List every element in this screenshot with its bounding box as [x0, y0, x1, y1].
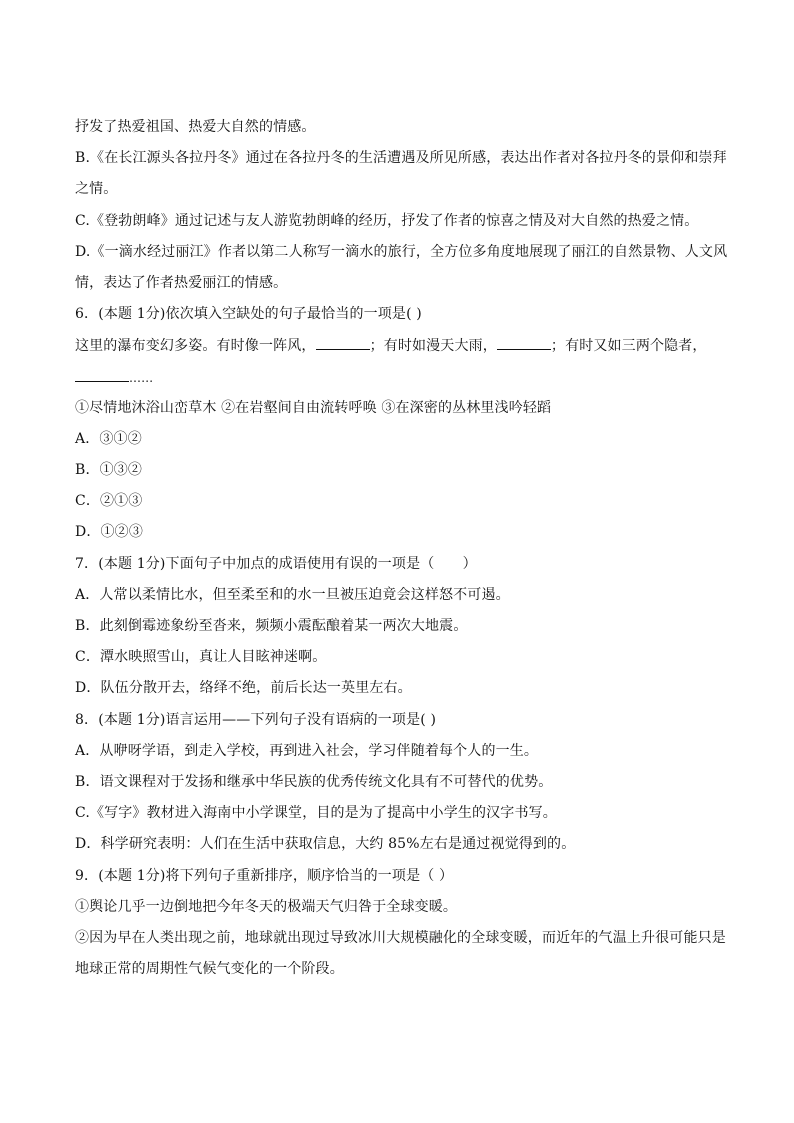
question-7-stem: 7．(本题 1分)下面句子中加点的成语使用有误的一项是（ ） — [75, 555, 477, 572]
passage-part-c: ；有时又如三两个隐者， — [550, 338, 707, 355]
question-6-items: ①尽情地沐浴山峦草木 ②在岩壑间自由流转呼唤 ③在深密的丛林里浅吟轻蹈 — [75, 399, 552, 416]
question-9-item-1: ①舆论几乎一边倒地把今年冬天的极端天气归咎于全球变暖。 — [75, 898, 458, 915]
question-9-stem: 9．(本题 1分)将下列句子重新排序，顺序恰当的一项是（ ） — [75, 867, 454, 884]
option-d-text: D.《一滴水经过丽江》作者以第二人称写一滴水的旅行，全方位多角度地展现了丽江的自然景物、人文风 — [75, 243, 728, 260]
passage-part-d: …… — [129, 370, 154, 385]
option-c-text: C.《登勃朗峰》通过记述与友人游览勃朗峰的经历，抒发了作者的惊喜之情及对大自然的热爱之情。 — [75, 212, 699, 229]
option-b-continuation: 之情。 — [75, 181, 118, 198]
question-6-option-c: C．②①③ — [75, 493, 143, 510]
question-8-stem: 8．(本题 1分)语言运用——下列句子没有语病的一项是( ) — [75, 711, 437, 728]
question-6-passage — [75, 335, 725, 355]
fill-blank-1 — [316, 335, 370, 350]
question-8-option-b: B．语文课程对于发扬和继承中华民族的优秀传统文化具有不可替代的优势。 — [75, 773, 553, 790]
passage-part-a: 这里的瀑布变幻多姿。有时像一阵风， — [75, 338, 316, 355]
option-b-text: B.《在长江源头各拉丹冬》通过在各拉丹冬的生活遭遇及所见所感，表达出作者对各拉丹冬的景仰和崇拜 — [75, 150, 727, 167]
question-6-passage-continuation — [75, 367, 725, 387]
question-7-option-c: C．潭水映照雪山，真让人目眩神迷啊。 — [75, 649, 327, 666]
question-8-option-c: C.《写字》教材进入海南中小学课堂，目的是为了提高中小学生的汉字书写。 — [75, 805, 557, 822]
question-6-stem: 6．(本题 1分)依次填入空缺处的句子最恰当的一项是( ) — [75, 306, 422, 323]
question-9-item-2: ②因为早在人类出现之前，地球就出现过导致冰川大规模融化的全球变暖，而近年的气温上升很可能只是 — [75, 929, 726, 946]
question-7-option-b: B．此刻倒霉迹象纷至沓来，频频小震酝酿着某一两次大地震。 — [75, 618, 468, 634]
fill-blank-2 — [497, 335, 551, 350]
question-7-option-d: D．队伍分散开去，络绎不绝，前后长达一英里左右。 — [75, 680, 412, 697]
passage-part-b: ；有时如漫天大雨， — [369, 338, 497, 355]
question-9-item-2-continuation: 地球正常的周期性气候气变化的一个阶段。 — [75, 961, 344, 978]
question-7-option-a: A．人常以柔情比水，但至柔至和的水一旦被压迫竟会这样怒不可遏。 — [75, 586, 510, 603]
question-6-option-b: B．①③② — [75, 462, 143, 479]
option-d-continuation: 情，表达了作者热爱丽江的情感。 — [75, 274, 288, 291]
question-6-option-d: D．①②③ — [75, 524, 143, 541]
document-content — [75, 117, 728, 990]
question-8-option-a: A．从咿呀学语，到走入学校，再到进入社会，学习伴随着每个人的一生。 — [75, 742, 539, 759]
question-6-option-a: A．③①② — [75, 430, 142, 447]
text-line: 抒发了热爱祖国、热爱大自然的情感。 — [75, 119, 316, 135]
question-8-option-d: D．科学研究表明：人们在生活中获取信息，大约 85%左右是通过视觉得到的。 — [75, 836, 576, 853]
fill-blank-3 — [75, 367, 129, 382]
